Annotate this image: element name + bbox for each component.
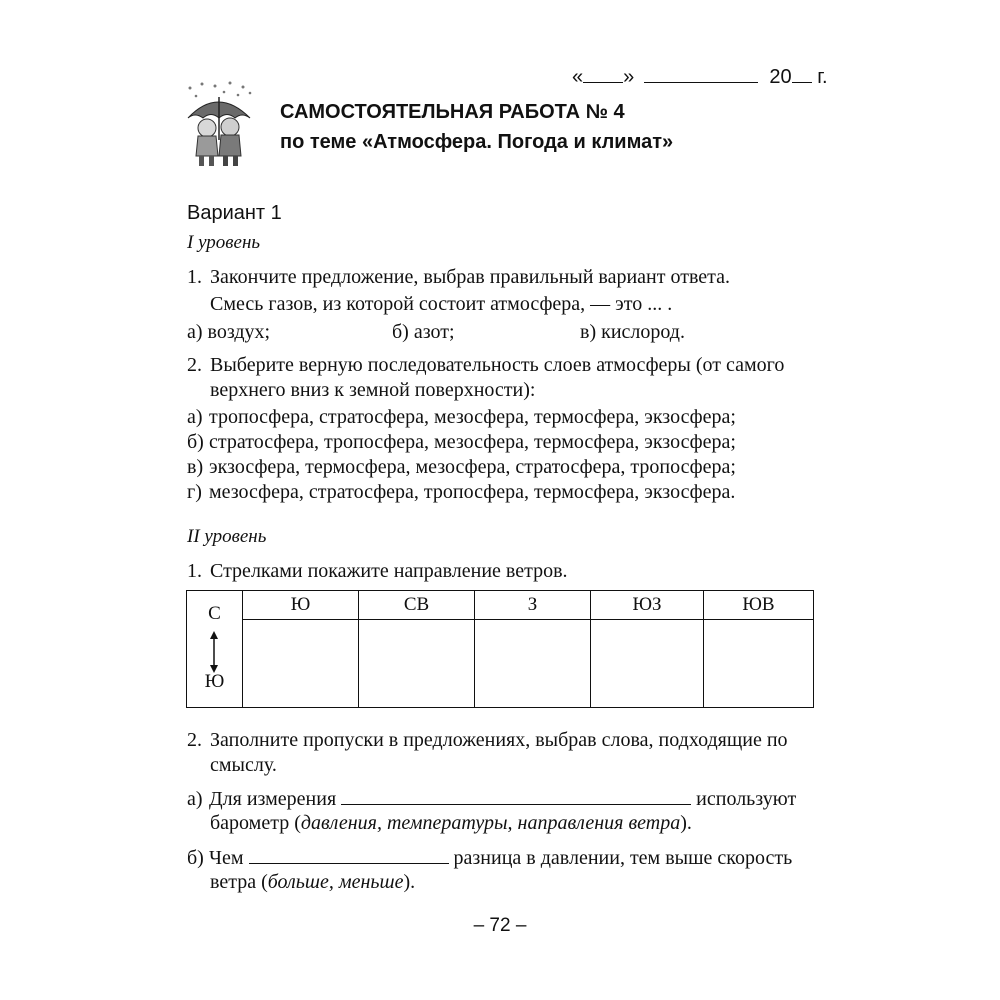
- compass-cell: [187, 591, 243, 708]
- year-blank: [792, 64, 812, 83]
- year-prefix: 20: [769, 66, 792, 88]
- page-subtitle: по теме «Атмосфера. Погода и климат»: [280, 131, 674, 153]
- variant-label: Вариант 1: [187, 202, 282, 224]
- answer-option: в) кислород.: [580, 321, 685, 343]
- question-number: 2.: [187, 354, 202, 376]
- column-header: З: [475, 591, 591, 620]
- fill-sentence-b-cont: [210, 870, 415, 895]
- column-header: ЮВ: [704, 591, 814, 620]
- level1-q1-text: [187, 265, 730, 290]
- question-number: 1.: [187, 266, 202, 288]
- list-item: [187, 455, 736, 480]
- word-choices: больше, меньше: [267, 871, 404, 893]
- compass-south: Ю: [204, 671, 225, 692]
- sentence-text: ).: [680, 812, 692, 834]
- date-close-quote: »: [623, 66, 635, 88]
- option-letter: а): [187, 788, 203, 810]
- option-letter: г): [187, 481, 202, 503]
- fill-sentence-a-cont: [210, 811, 692, 836]
- question-text: Заполните пропуски в предложениях, выбрав слова, подходящие по: [210, 729, 788, 751]
- column-header: СВ: [359, 591, 475, 620]
- month-blank: [644, 64, 758, 83]
- list-item: [187, 480, 735, 505]
- sentence-end: используют: [696, 788, 797, 810]
- page-title: САМОСТОЯТЕЛЬНАЯ РАБОТА № 4: [280, 101, 625, 123]
- column-header: ЮЗ: [591, 591, 704, 620]
- fill-in-blank[interactable]: [341, 786, 691, 805]
- sentence-text: ветра (: [210, 871, 268, 893]
- level1-q2-text: [187, 353, 784, 378]
- page-number: – 72 –: [473, 915, 527, 936]
- answer-cell[interactable]: [475, 620, 591, 708]
- level1-q1-options: [187, 320, 807, 345]
- day-blank: [583, 64, 623, 83]
- option-text: тропосфера, стратосфера, мезосфера, термосфера, экзосфера;: [209, 406, 736, 428]
- wind-direction-table: [186, 590, 814, 708]
- option-letter: а): [187, 406, 203, 428]
- list-item: [187, 430, 736, 455]
- level1-label: I уровень: [187, 232, 261, 253]
- fill-sentence-b: [187, 845, 792, 871]
- answer-cell[interactable]: [704, 620, 814, 708]
- sentence-text: ).: [403, 871, 416, 893]
- answer-option: а) воздух;: [187, 321, 271, 343]
- double-arrow-icon: [208, 629, 220, 675]
- option-text: экзосфера, термосфера, мезосфера, стратосфера, тропосфера;: [209, 456, 736, 478]
- level2-q1-text: [187, 559, 568, 584]
- option-letter: б): [187, 847, 204, 869]
- sentence-text: барометр (: [210, 812, 301, 834]
- answer-cell[interactable]: [243, 620, 359, 708]
- list-item: [187, 405, 736, 430]
- question-number: 2.: [187, 729, 202, 751]
- question-text: Закончите предложение, выбрав правильный вариант ответа.: [210, 266, 731, 288]
- option-text: стратосфера, тропосфера, мезосфера, термосфера, экзосфера;: [209, 431, 736, 453]
- option-letter: б): [187, 431, 204, 453]
- year-suffix: г.: [817, 66, 828, 88]
- question-number: 1.: [187, 560, 202, 582]
- level1-q2-text-cont: верхнего вниз к земной поверхности):: [210, 379, 536, 401]
- kids-umbrella-illustration: [180, 80, 260, 170]
- sentence-end: разница в давлении, тем выше скорость: [453, 847, 793, 869]
- level2-q2-text-cont: смыслу.: [210, 754, 277, 776]
- level2-q2-text: [187, 728, 788, 753]
- fill-in-blank[interactable]: [249, 845, 449, 864]
- level1-q1-sentence: Смесь газов, из которой состоит атмосфера, — это ... .: [210, 293, 673, 315]
- word-choices: давления, температуры, направления ветра: [300, 812, 681, 834]
- sentence-start: Для измерения: [209, 788, 337, 810]
- answer-option: б) азот;: [392, 321, 455, 343]
- answer-cell[interactable]: [591, 620, 704, 708]
- compass-north: С: [208, 603, 221, 624]
- option-letter: в): [187, 456, 204, 478]
- fill-sentence-a: [187, 786, 796, 812]
- answer-cell[interactable]: [359, 620, 475, 708]
- date-line: [572, 64, 828, 89]
- date-open-quote: «: [572, 66, 584, 88]
- question-text: Стрелками покажите направление ветров.: [210, 560, 568, 582]
- question-text: Выберите верную последовательность слоев атмосферы (от самого: [210, 354, 785, 376]
- sentence-start: Чем: [209, 847, 244, 869]
- column-header: Ю: [243, 591, 359, 620]
- level2-label: II уровень: [187, 526, 267, 547]
- option-text: мезосфера, стратосфера, тропосфера, термосфера, экзосфера.: [209, 481, 736, 503]
